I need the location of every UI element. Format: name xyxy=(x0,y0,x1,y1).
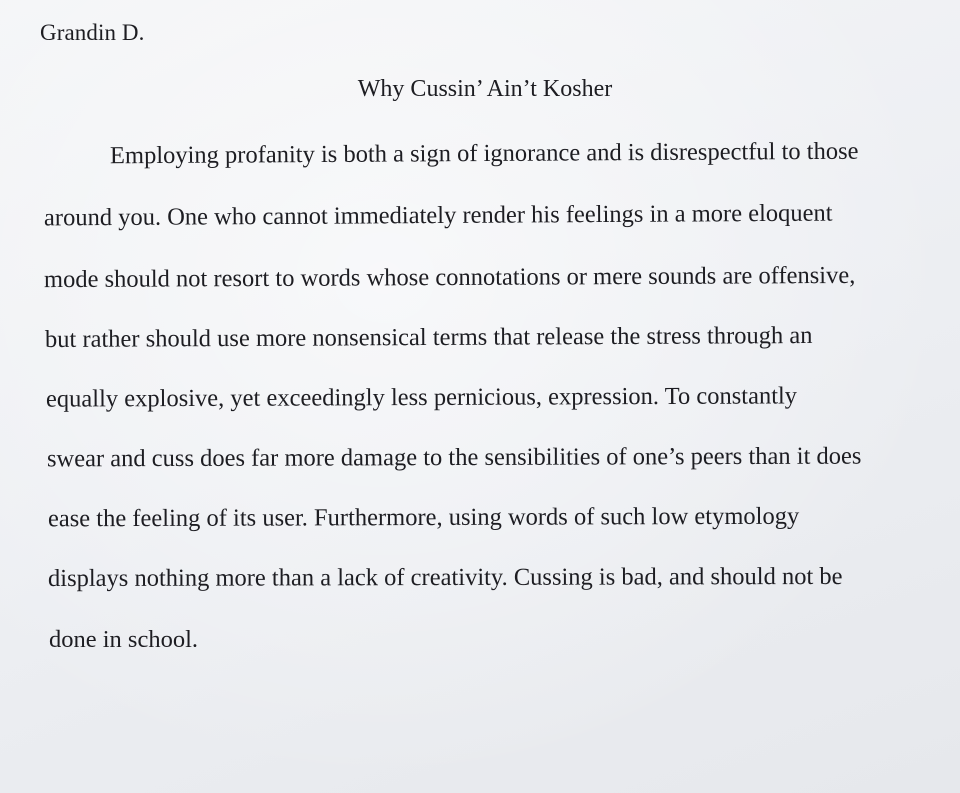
author-name: Grandin D. xyxy=(40,20,145,45)
paragraph-line: equally explosive, yet exceedingly less pernicious, expression. To constantly xyxy=(45,382,798,413)
paragraph-line: ease the feeling of its user. Furthermore, using words of such low etymology xyxy=(47,502,800,533)
paragraph-line: Employing profanity is both a sign of ignorance and is disrespectful to those xyxy=(109,137,859,170)
paragraph-line: around you. One who cannot immediately render his feelings in a more eloquent xyxy=(43,199,833,232)
paragraph-line: mode should not resort to words whose connotations or mere sounds are offensive, xyxy=(43,261,856,294)
essay-title: Why Cussin’ Ain’t Kosher xyxy=(357,76,613,102)
paragraph-line: but rather should use more nonsensical terms that release the stress through an xyxy=(44,321,813,354)
paragraph-line: swear and cuss does far more damage to the sensibilities of one’s peers than it does xyxy=(46,442,862,473)
paragraph-line: displays nothing more than a lack of creativity. Cussing is bad, and should not be xyxy=(47,562,843,593)
paragraph-line: done in school. xyxy=(49,626,199,653)
